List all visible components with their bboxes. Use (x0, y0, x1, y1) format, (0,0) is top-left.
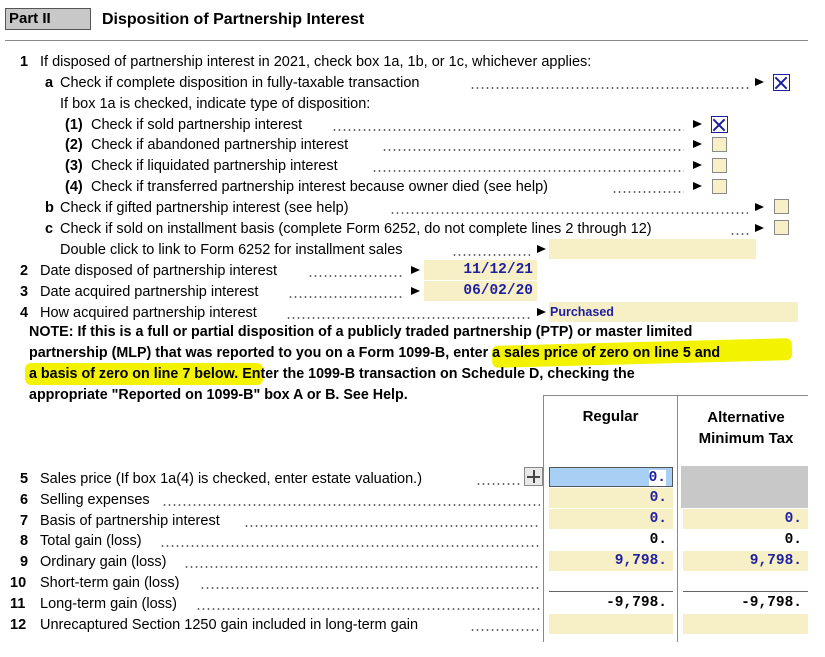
checkbox-1c[interactable] (774, 220, 789, 235)
header-rule (5, 40, 808, 41)
amt-header-line-2: Minimum Tax (698, 430, 794, 447)
checkbox-1a3[interactable] (712, 158, 727, 173)
column-header-regular: Regular (582, 408, 639, 425)
how-acquired-field[interactable] (549, 302, 798, 322)
ordinary-gain-amt-field[interactable] (683, 551, 808, 571)
line-7-number: 7 (20, 513, 29, 529)
note-line-2-start: partnership (MLP) that was reported to you on a Form 1099-B, (29, 345, 454, 361)
amt-disabled-block (681, 466, 808, 508)
line-1a2-text: Check if abandoned partnership interest (91, 137, 349, 153)
line-9-number: 9 (20, 554, 29, 570)
amt-header-line-1: Alternative (707, 409, 785, 426)
form-6252-link-field[interactable] (549, 239, 756, 259)
line-1c-text: Check if sold on installment basis (complete Form 6252, do not complete lines 2 through 12) (60, 221, 652, 237)
line-1a2-tag: (2) (65, 137, 83, 153)
line-5-number: 5 (20, 471, 29, 487)
total-gain-regular-value: 0. (649, 532, 667, 548)
leader-dots (730, 233, 750, 235)
short-term-regular-underline (549, 591, 673, 592)
basis-regular-field[interactable] (549, 509, 673, 529)
date-acquired-value: 06/02/20 (463, 283, 533, 299)
selling-expenses-regular-value: 0. (649, 490, 667, 506)
line-7-label: Basis of partnership interest (40, 513, 220, 529)
short-term-amt-underline (683, 591, 808, 592)
line-1c-letter: c (45, 221, 54, 237)
how-acquired-value: Purchased (550, 305, 614, 319)
note-line-3-end: Enter the 1099-B transaction on Schedule D, checking the (238, 366, 635, 382)
line-1a4-text: Check if transferred partnership interest because owner died (see help) (91, 179, 548, 195)
unrecaptured-1250-amt-field[interactable] (683, 614, 808, 634)
line-1a-note: If box 1a is checked, indicate type of disposition: (60, 96, 371, 112)
column-header-amt (678, 407, 814, 449)
arrow-icon (411, 287, 420, 295)
line-1a3-text: Check if liquidated partnership interest (91, 158, 338, 174)
line-1a-text: Check if complete disposition in fully-taxable transaction (60, 75, 420, 91)
arrow-icon (693, 120, 702, 128)
line-1a4-tag: (4) (65, 179, 83, 195)
leader-dots (160, 545, 540, 547)
leader-dots (200, 587, 540, 589)
date-acquired-field[interactable] (424, 281, 537, 301)
line-2-number: 2 (20, 263, 29, 279)
leader-dots (286, 317, 532, 319)
note-line-2 (29, 343, 720, 364)
arrow-icon (755, 78, 764, 86)
line-9-label: Ordinary gain (loss) (40, 554, 167, 570)
long-term-amt-value: -9,798. (741, 595, 802, 611)
leader-dots (390, 212, 748, 214)
checkbox-1a1-checked[interactable] (711, 116, 728, 133)
checkbox-1a4[interactable] (712, 179, 727, 194)
line-1-number: 1 (20, 54, 29, 70)
note-line-3 (29, 364, 635, 385)
date-disposed-value: 11/12/21 (463, 262, 533, 278)
leader-dots (612, 191, 684, 193)
note-line-3-highlight: a basis of zero on line 7 below. (29, 366, 239, 382)
line-10-number: 10 (10, 575, 27, 591)
line-1c-note: Double click to link to Form 6252 for installment sales (60, 242, 403, 258)
part-label (5, 8, 91, 30)
line-1b-text: Check if gifted partnership interest (see help) (60, 200, 349, 216)
ordinary-gain-regular-value: 9,798. (614, 553, 667, 569)
line-2-text: Date disposed of partnership interest (40, 263, 277, 279)
arrow-icon (537, 308, 546, 316)
note-line-4: appropriate "Reported on 1099-B" box A or B. See Help. (29, 387, 408, 403)
arrow-icon (411, 266, 420, 274)
note-line-1: NOTE: If this is a full or partial disposition of a publicly traded partnership (PTP) or master limited (29, 324, 693, 340)
sales-price-regular-value: 0. (648, 470, 666, 486)
line-1b-letter: b (45, 200, 54, 216)
arrow-icon (755, 203, 764, 211)
leader-dots (196, 608, 540, 610)
part-label-text: Part II (9, 10, 51, 27)
total-gain-amt-value: 0. (784, 532, 802, 548)
leader-dots (162, 504, 540, 506)
leader-dots (382, 149, 684, 151)
leader-dots (372, 170, 684, 172)
line-12-number: 12 (10, 617, 27, 633)
unrecaptured-1250-regular-field[interactable] (549, 614, 673, 634)
line-1-text: If disposed of partnership interest in 2021, check box 1a, 1b, or 1c, whichever applies: (40, 54, 592, 70)
arrow-icon (755, 224, 764, 232)
ordinary-gain-regular-field[interactable] (549, 551, 673, 571)
leader-dots (476, 483, 520, 485)
line-8-number: 8 (20, 533, 29, 549)
line-5-label: Sales price (If box 1a(4) is checked, enter estate valuation.) (40, 471, 423, 487)
long-term-regular-value: -9,798. (606, 595, 667, 611)
line-6-label: Selling expenses (40, 492, 150, 508)
column-header-top-rule (543, 395, 808, 396)
line-3-number: 3 (20, 284, 29, 300)
arrow-icon (693, 140, 702, 148)
arrow-icon (693, 182, 702, 190)
line-1a1-text: Check if sold partnership interest (91, 117, 303, 133)
leader-dots (184, 566, 540, 568)
leader-dots (288, 296, 404, 298)
line-3-text: Date acquired partnership interest (40, 284, 259, 300)
leader-dots (470, 629, 540, 631)
ordinary-gain-amt-value: 9,798. (749, 553, 802, 569)
arrow-icon (693, 161, 702, 169)
line-12-label: Unrecaptured Section 1250 gain included in long-term gain (40, 617, 419, 633)
line-4-text: How acquired partnership interest (40, 305, 257, 321)
basis-amt-value: 0. (784, 511, 802, 527)
column-divider-left (543, 395, 544, 642)
basis-regular-value: 0. (649, 511, 667, 527)
leader-dots (470, 87, 750, 89)
expand-plus-icon[interactable] (524, 467, 543, 486)
checkbox-1b[interactable] (774, 199, 789, 214)
note-line-2-highlight: enter a sales price of zero on line 5 and (453, 345, 721, 361)
checkbox-1a2[interactable] (712, 137, 727, 152)
line-8-label: Total gain (loss) (40, 533, 142, 549)
sales-price-regular-field[interactable] (549, 467, 673, 487)
line-1a3-tag: (3) (65, 158, 83, 174)
line-6-number: 6 (20, 492, 29, 508)
line-1a-letter: a (45, 75, 54, 91)
leader-dots (452, 254, 530, 256)
leader-dots (308, 275, 404, 277)
section-title: Disposition of Partnership Interest (102, 11, 365, 28)
leader-dots (244, 525, 540, 527)
leader-dots (332, 129, 684, 131)
line-10-label: Short-term gain (loss) (40, 575, 180, 591)
arrow-icon (537, 245, 546, 253)
basis-amt-field[interactable] (683, 509, 808, 529)
line-4-number: 4 (20, 305, 29, 321)
line-11-label: Long-term gain (loss) (40, 596, 177, 612)
line-11-number: 11 (10, 596, 26, 612)
date-disposed-field[interactable] (424, 260, 537, 280)
selling-expenses-regular-field[interactable] (549, 488, 673, 508)
line-1a1-tag: (1) (65, 117, 83, 133)
checkbox-1a-checked[interactable] (773, 74, 790, 91)
